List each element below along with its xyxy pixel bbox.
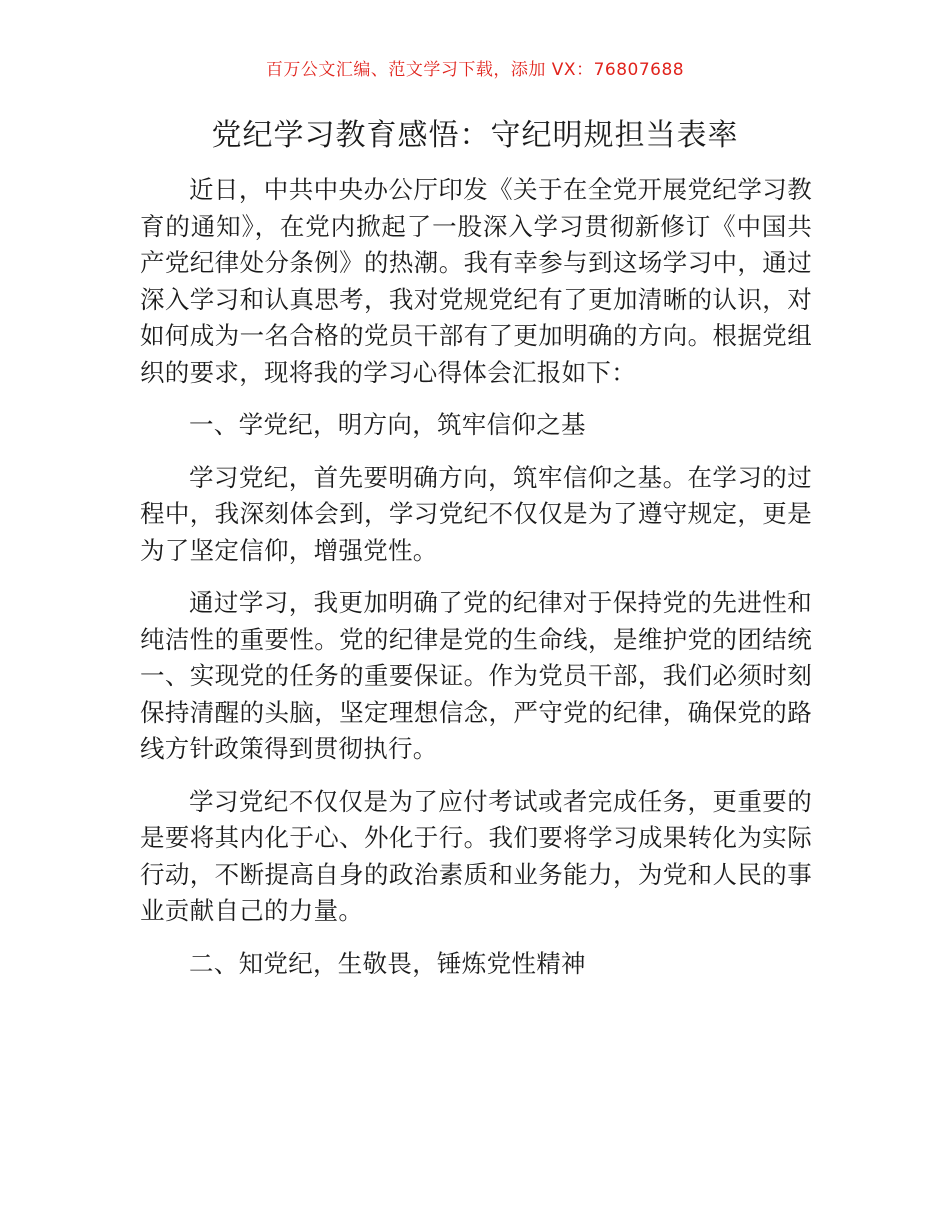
paragraph-section1-a: 学习党纪，首先要明确方向，筑牢信仰之基。在学习的过程中，我深刻体会到，学习党纪不仅仅是为了遵守规定，更是为了坚定信仰，增强党性。 [140,462,812,565]
paragraph-intro: 近日，中共中央办公厅印发《关于在全党开展党纪学习教育的通知》，在党内掀起了一股深入学习贯彻新修订《中国共产党纪律处分条例》的热潮。我有幸参与到这场学习中，通过深入学习和认真思考，我对党规党纪有了更加清晰的认识，对如何成为一名合格的党员干部有了更加明确的方向。根据党组织的要求，现将我的学习心得体会汇报如下： [140,175,812,387]
section-heading-1: 一、学党纪，明方向，筑牢信仰之基 [189,410,586,439]
section-heading-2: 二、知党纪，生敬畏，锤炼党性精神 [189,948,586,978]
document-body [140,172,812,998]
paragraph-section1-c: 学习党纪不仅仅是为了应付考试或者完成任务，更重要的是要将其内化于心、外化于行。我们要将学习成果转化为实际行动，不断提高自身的政治素质和业务能力，为党和人民的事业贡献自己的力量。 [140,786,812,925]
header-promo-note: 百万公文汇编、范文学习下载，添加 VX：76807688 [265,60,685,80]
paragraph-section1-b: 通过学习，我更加明确了党的纪律对于保持党的先进性和纯洁性的重要性。党的纪律是党的生命线，是维护党的团结统一、实现党的任务的重要保证。作为党员干部，我们必须时刻保持清醒的头脑，坚定理想信念，严守党的纪律，确保党的路线方针政策得到贯彻执行。 [140,588,812,763]
document-title: 党纪学习教育感悟：守纪明规担当表率 [211,118,739,153]
